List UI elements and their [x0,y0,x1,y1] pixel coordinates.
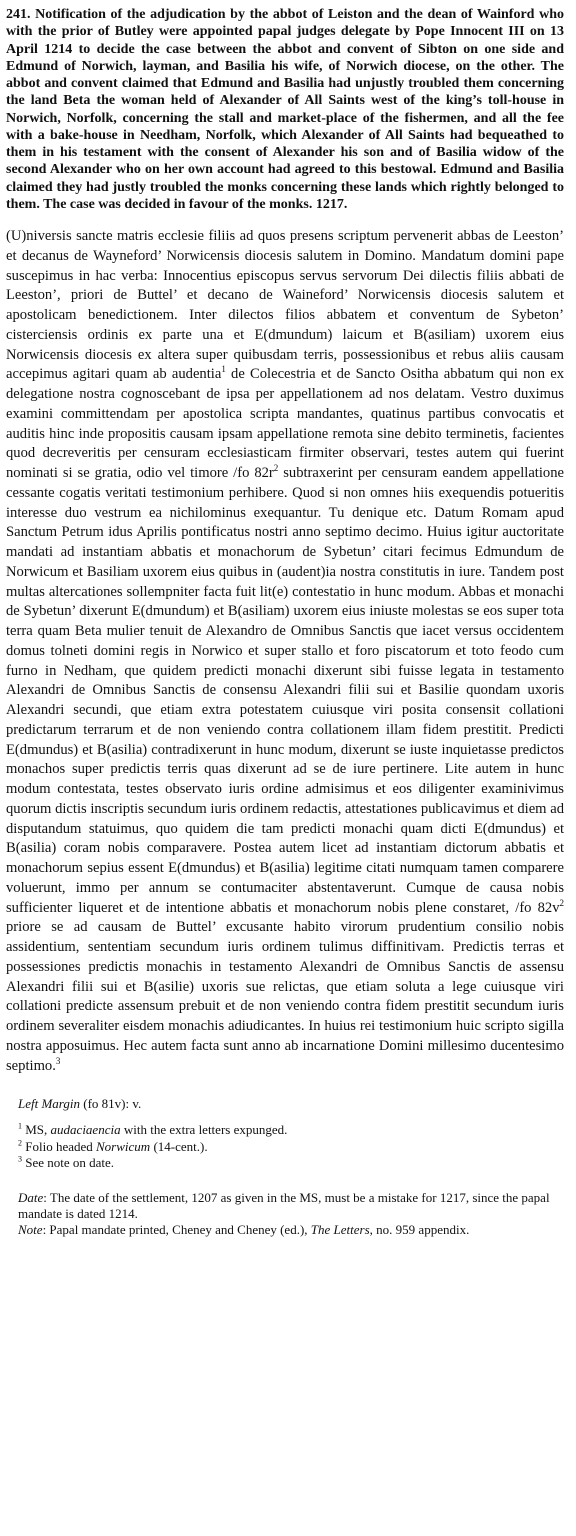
charter-heading: 241. Notification of the adjudication by the abbot of Leiston and the dean of Wainford who with the prior of Butley were appointed papal judges delegate by Pope Innocent III on 13 April 1214 to decide the case between the abbot and convent of Sibton on one side and Edmund of Norwich, layman, and Basilia his wife, of Norwich diocese, on the other. The abbot and convent claimed that Edmund and Basilia had unjustly troubled them concerning the land Beta the woman held of Alexander of All Saints west of the king’s toll-house in Norwich, Norfolk, concerning the stall and market-place of the fishermen, and all the fee with a bake-house in Needham, Norfolk, which Alexander of All Saints had bequeathed to them in his testament with the consent of Alexander his son and of Basilia widow of the second Alexander who on her own account had agreed to this bestowal. Edmund and Basilia claimed they had justly troubled the monks concerning these lands which rightly belonged to them. The case was decided in favour of the monks. 1217. [6,7,564,212]
date-note-text: : The date of the settlement, 1207 as given in the MS, must be a mistake for 1217, since the papal mandate is dated 1214. [18,1189,550,1221]
footnote-text: Folio headed [25,1138,97,1154]
margin-note-text: (fo 81v): v. [80,1096,142,1112]
date-note-label: Date [18,1189,44,1205]
edition-note-text-end: , no. 959 appendix. [369,1221,470,1237]
footnote-number: 2 [18,1138,22,1148]
edition-note [18,1222,564,1238]
editorial-notes [18,1190,564,1238]
footnote-ref-2: 2 [273,463,279,474]
edition-note-label: Note [18,1221,43,1237]
charter-text-part-3: subtraxerint per censuram eandem appellatione cessante cogatis veritati testimonium perhibere. Quod si non omnes hiis exequendis potueritis interesse duo vestrum ea nichilominus exequantur. Tu denique etc. Datum Romam apud Sanctum Petrum idus Aprilis pontificatus nostri anno septimo decimo. Huius igitur auctoritate mandati ad instantiam abbatis et monachorum de Sybetun’ citari fecimus Edmundum de Norwicum et Basiliam uxorem eius quibus in (audent)ia nostra constitutis in iure. Tandem post multas altercationes sollempniter facta fuit lit(e) contestatio in hunc modum. Abbas et monachi de Sybetun’ dixerunt E(dmundum) et B(asiliam) uxorem eius iniuste molestas se eos super tota terra quam Beta mulier tenuit de Alexandro de Omnibus Sanctis que iacet versus occidentem domus tolneti domini regis in Norwico et super stallo et foro piscatorum et toto feodo cum furno in Nedham, que quidem predicti monachi dixerunt sibi fuisse legata in testamento Alexandri de Omnibus Sanctis de consensu Alexandri filii sui et Basilie quondam uxoris Alexandri secundi, que etiam extra potestatem cuiusque viri posita consensit collationi predictarum terrarum et de non veniendo contra collationem illam fidem prestitit. Predicti E(dmundus) et B(asilia) contradixerunt in hunc modum, dixerunt se iuste inquietasse predictos monachos super predictis terris quas dixerunt ad se de iure pertinere. Lite autem in hunc modum contestata, testes observato iuris ordine admisimus et eos diligenter examinivimus quorum dictis inscriptis secundum iuris ordinem redactis, attestationes publicavimus et diem ad disputandum statuimus, quo quidem die tam predicti monachi quam dicti E(dmundus) et B(asilia) coram nobis comparavere. Postea autem licet ad instantiam dictorum abbatis et monachorum sepius essent E(dmundus) et B(asilia) legitime citati numquam tamen comparere voluerunt, immo per annum se contumaciter abstentaverunt. Cumque de causa nobis sufficienter liqueret et de intentione abbatis et monachorum nobis plene constaret, /fo 82v [6,465,564,916]
footnote-text: MS, [25,1122,51,1138]
footnote-text: See note on date. [25,1155,115,1171]
charter-paragraph [6,227,564,1076]
footnote-1 [18,1122,564,1139]
footnote-italic: Norwicum [96,1138,151,1154]
footnote-ref-2b: 2 [559,897,564,908]
charter-text-part-2: de Colecestria et de Sancto Ositha abbatum qui non ex delegatione nostra cognoscebant de ipsa per appellationem ad nos delatam. Vestro duximus examini committendam per apostolica scripta mandantes, quatinus partibus convocatis et auditis hinc inde propositis causam ipsam appellatione remota sine debito terminetis, facientes quod decreveritis per censuram ecclesiasticam firmiter observari, testes autem qui fuerint nominati si se gratia, odio vel timore /fo 82r [6,366,564,481]
date-note [18,1190,564,1222]
edition-note-text: : Papal mandate printed, Cheney and Cheney (ed.), [42,1221,311,1237]
footnote-text-end: (14-cent.). [150,1138,208,1154]
charter-text-part-4: priore se ad causam de Buttel’ excusante habito virorum prudentium consilio nobis assidentium, sententiam secundum iuris ordinem tulimus diffinitivam. Predictis terras et possessiones predictis monachis in testamento Alexandri de Omnibus Sanctis de assensu Alexandri filii sui et B(asilie) uxoris sue relictas, que etiam soluta a lege cuiusque viri collationi predicte assensum prebuit et de non veniendo contra fidem prestitit secundum iuris ordinem severaliter eisdem monachis adiudicantes. In huius rei testimonium huic scripto sigilla nostra apposuimus. Hec autem facta sunt anno ab incarnatione Domini millesimo ducentesimo septimo. [6,919,564,1074]
footnote-ref-1: 1 [221,364,226,375]
footnote-3 [18,1155,564,1172]
charter-text [6,227,564,1076]
footnote-italic: audaciaencia [50,1122,121,1138]
footnote-number: 3 [18,1154,22,1164]
edition-note-title: The Letters [310,1221,370,1237]
footnote-text-end: with the extra letters expunged. [120,1122,288,1138]
footnote-number: 1 [18,1121,22,1131]
footnote-ref-3: 3 [55,1055,61,1066]
charter-text-part-1: (U)niversis sancte matris ecclesie filiis ad quos presens scriptum pervenerit abbas de Leeston’ et decanus de Wayneford’ Norwicensis diocesis salutem in Domino. Mandatum domini pape suscepimus in hac verba: Innocentius episcopus servus servorum Dei dilectis filiis abbati de Leeston’, priori de Buttel’ et decano de Waineford’ Norwicensis diocesis salutem et apostolicam benedictionem. Inter dilectos filios abbatem et conventum de Sybeton’ cisterciensis ordinis ex parte una et E(dmundum) laicum et B(asiliam) uxorem eius Norwicensis diocesis ex altera super quibusdam terris, possessionibus et rebus aliis causam accepimus agitari quam ab audentia [6,228,564,383]
footnotes [18,1122,564,1172]
margin-note-label: Left Margin [18,1096,80,1112]
margin-note [18,1096,564,1112]
footnote-2 [18,1139,564,1156]
